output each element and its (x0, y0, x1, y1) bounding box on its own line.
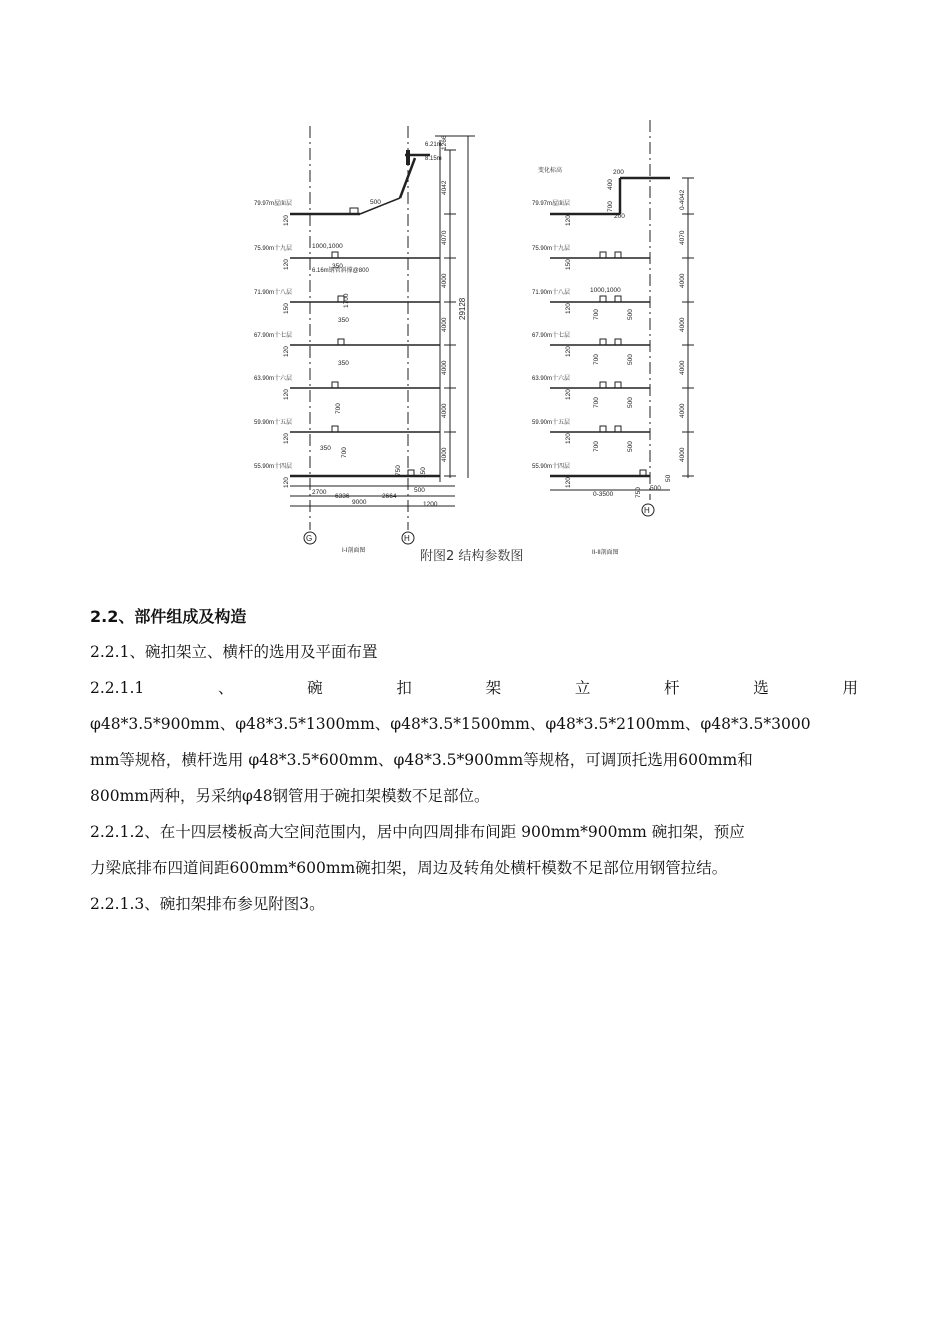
spread-token: 选 (753, 679, 769, 697)
bottom-dimension: 9000 (352, 499, 367, 506)
detail-dimension: 50 (665, 474, 672, 482)
paragraph-1-line-1 (90, 670, 858, 706)
detail-dimension: 500 (627, 309, 634, 320)
floor-label-19: 75.90m十九层 (254, 246, 293, 252)
detail-dimension: 500 (414, 487, 425, 494)
bottom-dimension: 2700 (312, 489, 327, 496)
detail-dimension: 500 (370, 199, 381, 206)
slab-dimension: 150 (565, 259, 572, 270)
floor-label-17: 67.90m十七层 (532, 333, 571, 339)
spread-token: 立 (574, 679, 591, 697)
slab-dimension: 120 (283, 259, 290, 270)
detail-dimension: 700 (341, 447, 348, 458)
story-dimension: 4000 (441, 273, 448, 288)
detail-dimension: 700 (593, 354, 600, 365)
slab-dimension: 120 (283, 346, 290, 357)
slab-dimension: 120 (565, 215, 572, 226)
slab-dimension: 120 (283, 477, 290, 488)
section-body (90, 600, 858, 922)
detail-dimension: 400 (607, 179, 614, 190)
detail-dimension: 1000,1000 (590, 287, 621, 294)
section-heading: 2.2、部件组成及构造 (90, 607, 247, 626)
slab-dimension: 120 (565, 433, 572, 444)
story-dimension: 4000 (441, 403, 448, 418)
floor-label-18: 71.90m十八层 (254, 290, 293, 296)
bottom-dimension: 0-3500 (593, 491, 614, 498)
section-title: I-I剖面图 (342, 548, 366, 554)
bottom-dimension: 500 (650, 485, 661, 492)
story-dimension: 4000 (679, 447, 686, 462)
paragraph-1-line-2: φ48*3.5*900mm、φ48*3.5*1300mm、φ48*3.5*1500mm、φ48*3.5*2100mm、φ48*3.5*3000 (90, 715, 811, 733)
spread-token: 、 (217, 679, 234, 697)
top-label: 6.21m (425, 142, 442, 148)
floor-label-18: 71.90m十八层 (532, 290, 571, 296)
figure-caption: 附图2 结构参数图 (420, 549, 524, 564)
spread-token: 用 (842, 679, 858, 697)
floor-label-15: 59.90m十五层 (254, 420, 293, 426)
detail-dimension: 750 (395, 465, 402, 476)
detail-dimension: 700 (607, 201, 614, 212)
spread-token: 2.2.1.1 (90, 679, 145, 697)
spread-token: 碗 (307, 679, 323, 697)
paragraph-2-line-1: 2.2.1.2、在十四层楼板高大空间范围内，居中向四周排布间距 900mm*900mm 碗扣架，预应 (90, 823, 745, 841)
story-dimension: 4042 (441, 180, 448, 195)
story-dimension: 4000 (679, 273, 686, 288)
story-dimension: 4070 (441, 230, 448, 245)
paragraph-1-line-4: 800mm两种，另采纳φ48钢管用于碗扣架模数不足部位。 (90, 787, 490, 805)
detail-dimension: 200 (614, 213, 625, 220)
paragraph-1-line-3: mm等规格，横杆选用 φ48*3.5*600mm、φ48*3.5*900mm等规格，可调顶托选用600mm和 (90, 751, 753, 769)
floor-label-15: 59.90m十五层 (532, 420, 571, 426)
detail-dimension: 500 (627, 354, 634, 365)
slab-dimension: 120 (565, 477, 572, 488)
detail-dimension: 350 (332, 263, 343, 270)
slab-dimension: 120 (283, 433, 290, 444)
detail-dimension: 350 (338, 360, 349, 367)
paragraph-3: 2.2.1.3、碗扣架排布参见附图3。 (90, 895, 325, 913)
slab-dimension: 120 (565, 346, 572, 357)
structure-parameter-drawing (240, 120, 710, 570)
total-dimension: 29128 (458, 297, 467, 320)
floor-label-17: 67.90m十七层 (254, 333, 293, 339)
story-dimension: 4000 (441, 447, 448, 462)
story-dimension: 4000 (679, 360, 686, 375)
floor-label-16: 63.90m十六层 (532, 376, 571, 382)
story-dimension: 4000 (441, 317, 448, 332)
floor-label-19: 75.90m十九层 (532, 246, 571, 252)
slab-dimension: 120 (283, 389, 290, 400)
detail-dimension: 500 (627, 441, 634, 452)
slab-dimension: 150 (283, 303, 290, 314)
note-label: 6.16m钢管斜撑@800 (312, 268, 369, 274)
spread-token: 杆 (664, 679, 680, 697)
axis-label: G (306, 534, 313, 543)
story-dimension: 4070 (679, 230, 686, 245)
floor-label-14: 55.90m十四层 (254, 464, 293, 470)
slab-dimension: 120 (565, 389, 572, 400)
floor-label-roof: 79.97m屋面层 (532, 201, 571, 207)
detail-dimension: 1700 (343, 293, 350, 308)
detail-dimension: 350 (338, 317, 349, 324)
sub-heading: 2.2.1、碗扣架立、横杆的选用及平面布置 (90, 643, 378, 661)
story-dimension: 1266 (441, 135, 448, 150)
paragraph-2-line-2: 力梁底排布四道间距600mm*600mm碗扣架，周边及转角处横杆模数不足部位用钢管拉结。 (90, 859, 728, 877)
bottom-dimension: 2664 (382, 493, 397, 500)
detail-dimension: 700 (593, 397, 600, 408)
top-label: 变化标高 (538, 168, 563, 174)
spread-token: 架 (485, 679, 502, 697)
bottom-dimension: 1200 (423, 501, 438, 508)
floor-label-16: 63.90m十六层 (254, 376, 293, 382)
section-title: II-II剖面图 (592, 550, 619, 556)
bottom-dimension: 6336 (335, 493, 350, 500)
detail-dimension: 200 (613, 169, 624, 176)
slab-dimension: 120 (283, 215, 290, 226)
detail-dimension: 1000,1000 (312, 243, 343, 250)
detail-dimension: 500 (627, 397, 634, 408)
story-dimension: 4000 (441, 360, 448, 375)
detail-dimension: 700 (593, 309, 600, 320)
spread-token: 扣 (396, 679, 412, 697)
story-dimension: 0-4042 (679, 189, 686, 210)
bottom-dimension: 750 (635, 487, 642, 498)
detail-dimension: 700 (335, 403, 342, 414)
floor-label-roof: 79.97m屋面层 (254, 201, 293, 207)
detail-dimension: 700 (593, 441, 600, 452)
axis-label: H (404, 534, 410, 543)
detail-dimension: 350 (320, 445, 331, 452)
story-dimension: 4000 (679, 317, 686, 332)
detail-dimension: 150 (420, 467, 427, 478)
slab-dimension: 120 (565, 303, 572, 314)
story-dimension: 4000 (679, 403, 686, 418)
axis-label: H (644, 506, 650, 515)
floor-label-14: 55.90m十四层 (532, 464, 571, 470)
top-label: 8.15m (425, 156, 442, 162)
